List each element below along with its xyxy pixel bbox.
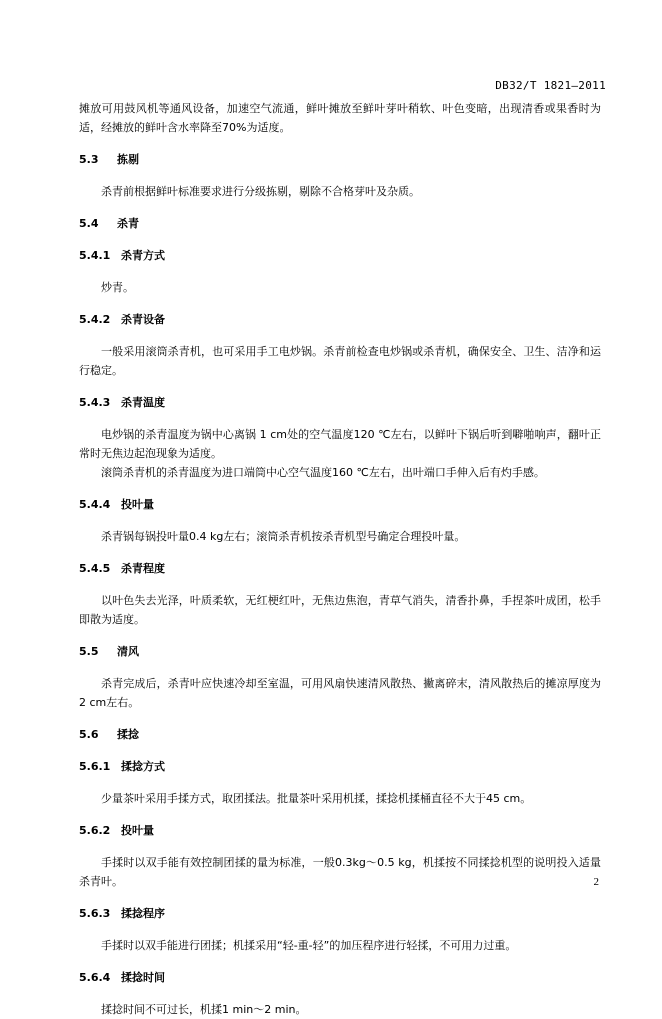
section-title: 杀青	[117, 217, 139, 230]
page-number: 2	[593, 876, 599, 888]
paragraph: 少量茶叶采用手揉方式，取团揉法。批量茶叶采用机揉，揉捻机揉桶直径不大于45 cm。	[101, 792, 532, 805]
section-title: 杀青设备	[121, 313, 165, 326]
subsection-heading	[79, 559, 601, 578]
section-number: 5.4.4	[79, 498, 111, 511]
section-number: 5.4.3	[79, 396, 111, 409]
section-title: 揉捻程序	[121, 907, 165, 920]
section-title: 清风	[117, 645, 139, 658]
subsection-heading	[79, 968, 601, 987]
section-number: 5.4	[79, 217, 99, 230]
section-number: 5.6.3	[79, 907, 111, 920]
paragraph: 手揉时以双手能进行团揉；机揉采用“轻-重-轻”的加压程序进行轻揉，不可用力过重。	[101, 939, 517, 952]
subsection-heading	[79, 393, 601, 412]
paragraph: 一般采用滚筒杀青机，也可采用手工电炒锅。杀青前检查电炒锅或杀青机，确保安全、卫生、洁净和运行稳定。	[79, 345, 601, 377]
paragraph: 杀青前根据鲜叶标准要求进行分级拣剔，剔除不合格芽叶及杂质。	[101, 185, 420, 198]
section-title: 投叶量	[121, 498, 154, 511]
section-title: 揉捻	[117, 728, 139, 741]
paragraph: 炒青。	[101, 281, 134, 294]
section-number: 5.6.1	[79, 760, 111, 773]
subsection-heading	[79, 495, 601, 514]
subsection-heading	[79, 757, 601, 776]
section-title: 投叶量	[121, 824, 154, 837]
subsection-heading	[79, 310, 601, 329]
section-heading	[79, 214, 601, 233]
section-number: 5.6.2	[79, 824, 111, 837]
section-title: 杀青程度	[121, 562, 165, 575]
subsection-heading	[79, 904, 601, 923]
section-heading	[79, 642, 601, 661]
paragraph: 以叶色失去光泽，叶质柔软，无红梗红叶，无焦边焦泡，青草气消失，清香扑鼻，手捏茶叶成团，松手即散为适度。	[79, 594, 601, 626]
paragraph: 摊放可用鼓风机等通风设备，加速空气流通，鲜叶摊放至鲜叶芽叶稍软、叶色变暗，出现清香或果香时为适，经摊放的鲜叶含水率降至70%为适度。	[79, 102, 601, 134]
section-title: 揉捻时间	[121, 971, 165, 984]
section-number: 5.6.4	[79, 971, 111, 984]
paragraph: 手揉时以双手能有效控制团揉的量为标准，一般0.3kg～0.5 kg，机揉按不同揉捻机型的说明投入适量杀青叶。	[79, 856, 601, 888]
document-code: DB32/T 1821—2011	[495, 79, 606, 92]
section-number: 5.3	[79, 153, 99, 166]
section-title: 揉捻方式	[121, 760, 165, 773]
section-number: 5.6	[79, 728, 99, 741]
section-number: 5.4.1	[79, 249, 111, 262]
section-title: 杀青方式	[121, 249, 165, 262]
section-title: 拣剔	[117, 153, 139, 166]
section-title: 杀青温度	[121, 396, 165, 409]
section-number: 5.5	[79, 645, 99, 658]
subsection-heading	[79, 246, 601, 265]
paragraph: 揉捻时间不可过长，机揉1 min～2 min。	[101, 1003, 307, 1016]
document-body	[79, 99, 601, 1019]
section-heading	[79, 150, 601, 169]
subsection-heading	[79, 821, 601, 840]
paragraph: 杀青完成后，杀青叶应快速冷却至室温，可用风扇快速清风散热、撇离碎末，清风散热后的摊凉厚度为2 cm左右。	[79, 677, 601, 709]
paragraph: 滚筒杀青机的杀青温度为进口端筒中心空气温度160 ℃左右，出叶端口手伸入后有灼手感。	[101, 466, 545, 479]
paragraph: 电炒锅的杀青温度为锅中心离锅 1 cm处的空气温度120 ℃左右，以鲜叶下锅后听到噼啪响声，翻叶正常时无焦边起泡现象为适度。	[79, 428, 601, 460]
section-heading	[79, 725, 601, 744]
section-number: 5.4.2	[79, 313, 111, 326]
section-number: 5.4.5	[79, 562, 111, 575]
paragraph: 杀青锅每锅投叶量0.4 kg左右；滚筒杀青机按杀青机型号确定合理投叶量。	[101, 530, 466, 543]
